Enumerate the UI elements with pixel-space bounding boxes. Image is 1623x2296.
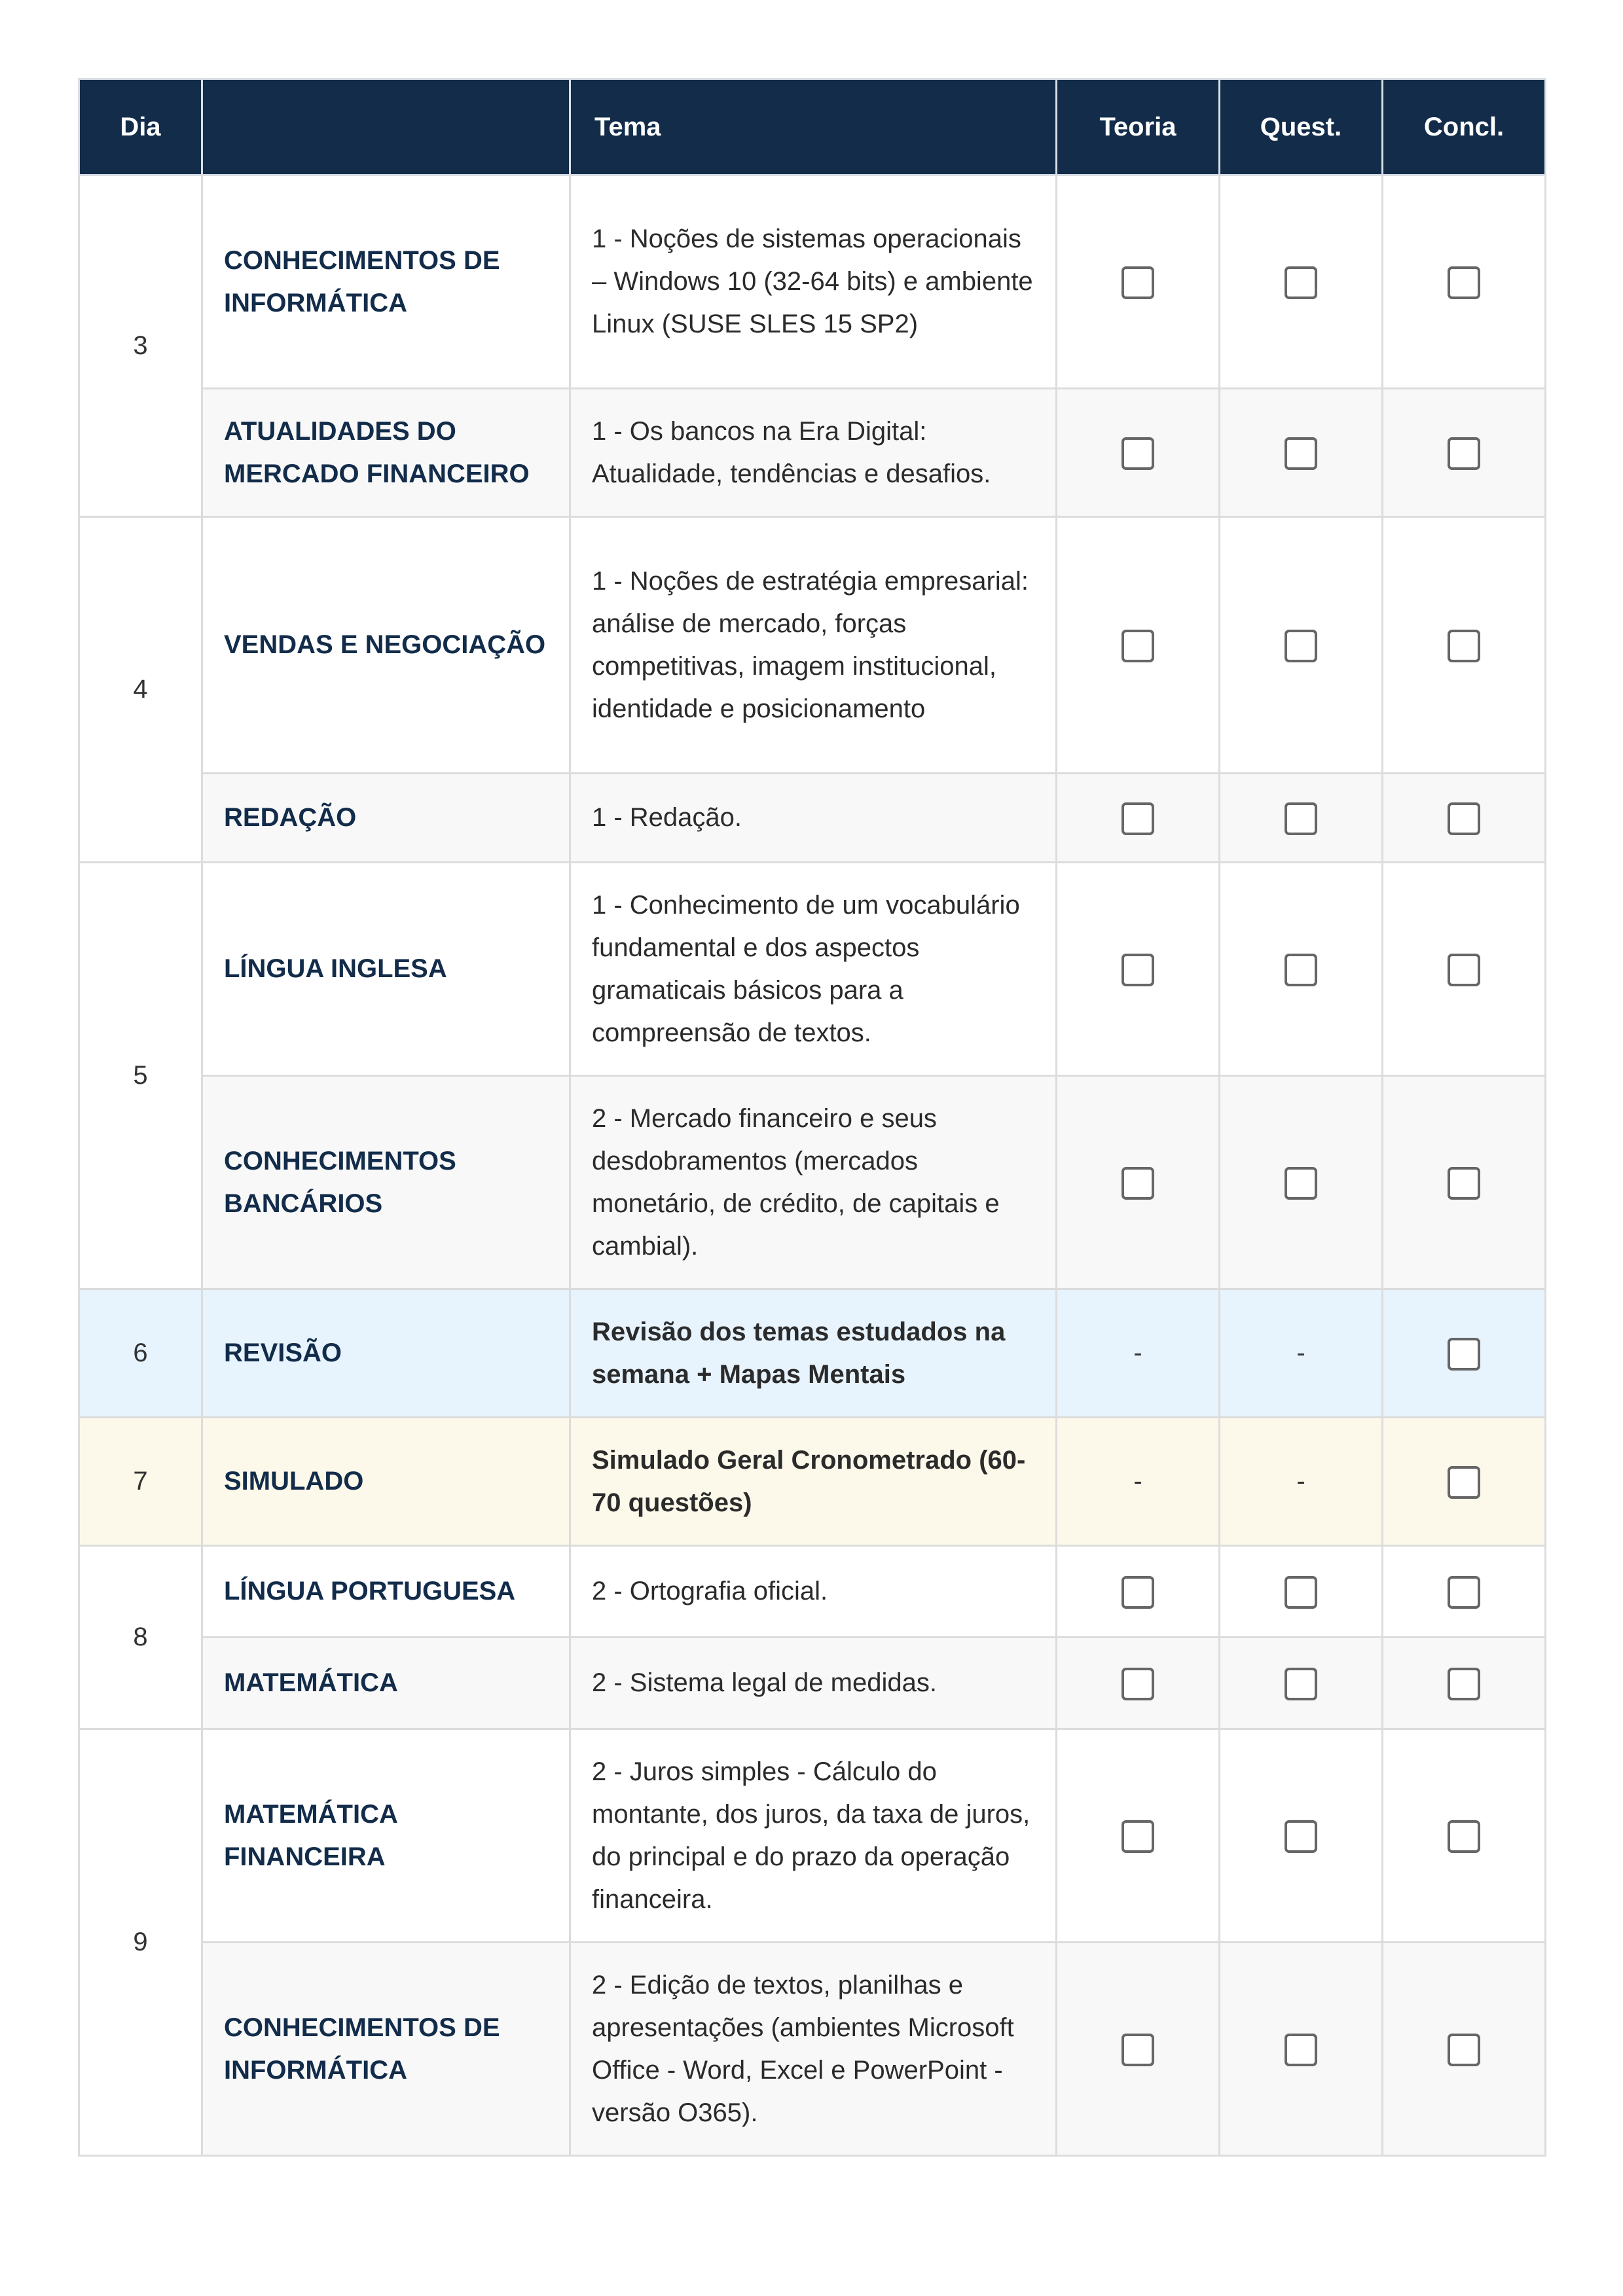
done-cell (1383, 175, 1546, 389)
theory-cell (1057, 1943, 1220, 2156)
day-cell: 3 (79, 175, 202, 517)
done-cell (1383, 1076, 1546, 1289)
questions-checkbox[interactable] (1285, 2034, 1317, 2066)
subject-cell: MATEMÁTICA FINANCEIRA (202, 1729, 570, 1943)
topic-cell: 1 - Noções de estratégia empresarial: análise de mercado, forças competitivas, imagem institucional, identidade e posicionamento (570, 517, 1057, 774)
questions-cell (1220, 517, 1383, 774)
questions-cell (1220, 1943, 1383, 2156)
table-row (79, 175, 1546, 389)
theory-cell (1057, 175, 1220, 389)
done-cell (1383, 1546, 1546, 1638)
questions-cell (1220, 175, 1383, 389)
done-cell (1383, 1943, 1546, 2156)
done-cell (1383, 1418, 1546, 1546)
header-topic: Tema (570, 79, 1057, 175)
done-checkbox[interactable] (1448, 1576, 1480, 1609)
topic-cell: 2 - Juros simples - Cálculo do montante, dos juros, da taxa de juros, do principal e do prazo da operação financeira. (570, 1729, 1057, 1943)
header-subject (202, 79, 570, 175)
theory-checkbox[interactable] (1122, 1576, 1154, 1609)
subject-cell: CONHECIMENTOS DE INFORMÁTICA (202, 175, 570, 389)
theory-cell (1057, 389, 1220, 517)
study-plan-table (78, 78, 1546, 2157)
done-checkbox[interactable] (1448, 1668, 1480, 1700)
done-checkbox[interactable] (1448, 1466, 1480, 1499)
day-cell: 5 (79, 863, 202, 1289)
table-row (79, 1076, 1546, 1289)
theory-cell (1057, 517, 1220, 774)
table-row (79, 1943, 1546, 2156)
theory-checkbox[interactable] (1122, 630, 1154, 662)
questions-checkbox[interactable] (1285, 802, 1317, 835)
done-checkbox[interactable] (1448, 1820, 1480, 1853)
topic-cell: 2 - Ortografia oficial. (570, 1546, 1057, 1638)
topic-cell: 1 - Conhecimento de um vocabulário fundamental e dos aspectos gramaticais básicos para a compreensão de textos. (570, 863, 1057, 1076)
subject-cell: SIMULADO (202, 1418, 570, 1546)
questions-cell (1220, 1418, 1383, 1546)
table-row (79, 1546, 1546, 1638)
subject-cell: REVISÃO (202, 1289, 570, 1418)
theory-checkbox[interactable] (1122, 1167, 1154, 1200)
questions-dash: - (1296, 1338, 1305, 1367)
subject-cell: CONHECIMENTOS DE INFORMÁTICA (202, 1943, 570, 2156)
table-row (79, 1729, 1546, 1943)
topic-cell: 2 - Mercado financeiro e seus desdobramentos (mercados monetário, de crédito, de capitais e cambial). (570, 1076, 1057, 1289)
questions-cell (1220, 863, 1383, 1076)
table-row (79, 517, 1546, 774)
theory-checkbox[interactable] (1122, 266, 1154, 299)
topic-cell: 1 - Redação. (570, 774, 1057, 863)
day-cell: 4 (79, 517, 202, 863)
theory-dash: - (1133, 1467, 1142, 1496)
theory-cell (1057, 1289, 1220, 1418)
done-checkbox[interactable] (1448, 954, 1480, 986)
subject-cell: MATEMÁTICA (202, 1638, 570, 1729)
table-body (79, 175, 1546, 2156)
questions-checkbox[interactable] (1285, 1668, 1317, 1700)
theory-checkbox[interactable] (1122, 437, 1154, 470)
theory-checkbox[interactable] (1122, 954, 1154, 986)
done-checkbox[interactable] (1448, 630, 1480, 662)
done-cell (1383, 1638, 1546, 1729)
questions-checkbox[interactable] (1285, 1167, 1317, 1200)
header-done: Concl. (1383, 79, 1546, 175)
table-row-revision (79, 1289, 1546, 1418)
table-row (79, 1638, 1546, 1729)
questions-cell (1220, 1076, 1383, 1289)
theory-cell (1057, 1546, 1220, 1638)
questions-checkbox[interactable] (1285, 630, 1317, 662)
questions-checkbox[interactable] (1285, 1576, 1317, 1609)
done-cell (1383, 774, 1546, 863)
subject-cell: REDAÇÃO (202, 774, 570, 863)
done-checkbox[interactable] (1448, 2034, 1480, 2066)
theory-cell (1057, 1638, 1220, 1729)
done-cell (1383, 389, 1546, 517)
table-row (79, 863, 1546, 1076)
topic-cell: 1 - Os bancos na Era Digital: Atualidade, tendências e desafios. (570, 389, 1057, 517)
questions-cell (1220, 1729, 1383, 1943)
day-cell: 6 (79, 1289, 202, 1418)
theory-checkbox[interactable] (1122, 2034, 1154, 2066)
done-checkbox[interactable] (1448, 1338, 1480, 1371)
header-theory: Teoria (1057, 79, 1220, 175)
theory-cell (1057, 863, 1220, 1076)
done-cell (1383, 517, 1546, 774)
header-row (79, 79, 1546, 175)
theory-cell (1057, 1076, 1220, 1289)
questions-checkbox[interactable] (1285, 437, 1317, 470)
study-plan-sheet (78, 78, 1544, 2157)
subject-cell: LÍNGUA INGLESA (202, 863, 570, 1076)
subject-cell: LÍNGUA PORTUGUESA (202, 1546, 570, 1638)
done-checkbox[interactable] (1448, 437, 1480, 470)
theory-checkbox[interactable] (1122, 802, 1154, 835)
theory-dash: - (1133, 1338, 1142, 1367)
questions-cell (1220, 774, 1383, 863)
day-cell: 9 (79, 1729, 202, 2156)
theory-cell (1057, 774, 1220, 863)
subject-cell: ATUALIDADES DO MERCADO FINANCEIRO (202, 389, 570, 517)
questions-cell (1220, 1546, 1383, 1638)
table-row (79, 389, 1546, 517)
theory-checkbox[interactable] (1122, 1820, 1154, 1853)
table-row (79, 774, 1546, 863)
questions-cell (1220, 1289, 1383, 1418)
done-checkbox[interactable] (1448, 266, 1480, 299)
topic-cell: 1 - Noções de sistemas operacionais – Windows 10 (32-64 bits) e ambiente Linux (SUSE SLES 15 SP2) (570, 175, 1057, 389)
day-cell: 8 (79, 1546, 202, 1729)
questions-checkbox[interactable] (1285, 954, 1317, 986)
header-questions: Quest. (1220, 79, 1383, 175)
theory-cell (1057, 1729, 1220, 1943)
questions-dash: - (1296, 1467, 1305, 1496)
done-cell (1383, 863, 1546, 1076)
questions-checkbox[interactable] (1285, 1820, 1317, 1853)
topic-cell: 2 - Sistema legal de medidas. (570, 1638, 1057, 1729)
questions-checkbox[interactable] (1285, 266, 1317, 299)
done-checkbox[interactable] (1448, 802, 1480, 835)
theory-checkbox[interactable] (1122, 1668, 1154, 1700)
theory-cell (1057, 1418, 1220, 1546)
topic-cell: Simulado Geral Cronometrado (60-70 questões) (570, 1418, 1057, 1546)
done-cell (1383, 1729, 1546, 1943)
subject-cell: CONHECIMENTOS BANCÁRIOS (202, 1076, 570, 1289)
done-checkbox[interactable] (1448, 1167, 1480, 1200)
header-day: Dia (79, 79, 202, 175)
done-cell (1383, 1289, 1546, 1418)
questions-cell (1220, 389, 1383, 517)
questions-cell (1220, 1638, 1383, 1729)
day-cell: 7 (79, 1418, 202, 1546)
table-header (79, 79, 1546, 175)
table-row-simulation (79, 1418, 1546, 1546)
topic-cell: 2 - Edição de textos, planilhas e apresentações (ambientes Microsoft Office - Word, Excel e PowerPoint - versão O365). (570, 1943, 1057, 2156)
topic-cell: Revisão dos temas estudados na semana + Mapas Mentais (570, 1289, 1057, 1418)
subject-cell: VENDAS E NEGOCIAÇÃO (202, 517, 570, 774)
